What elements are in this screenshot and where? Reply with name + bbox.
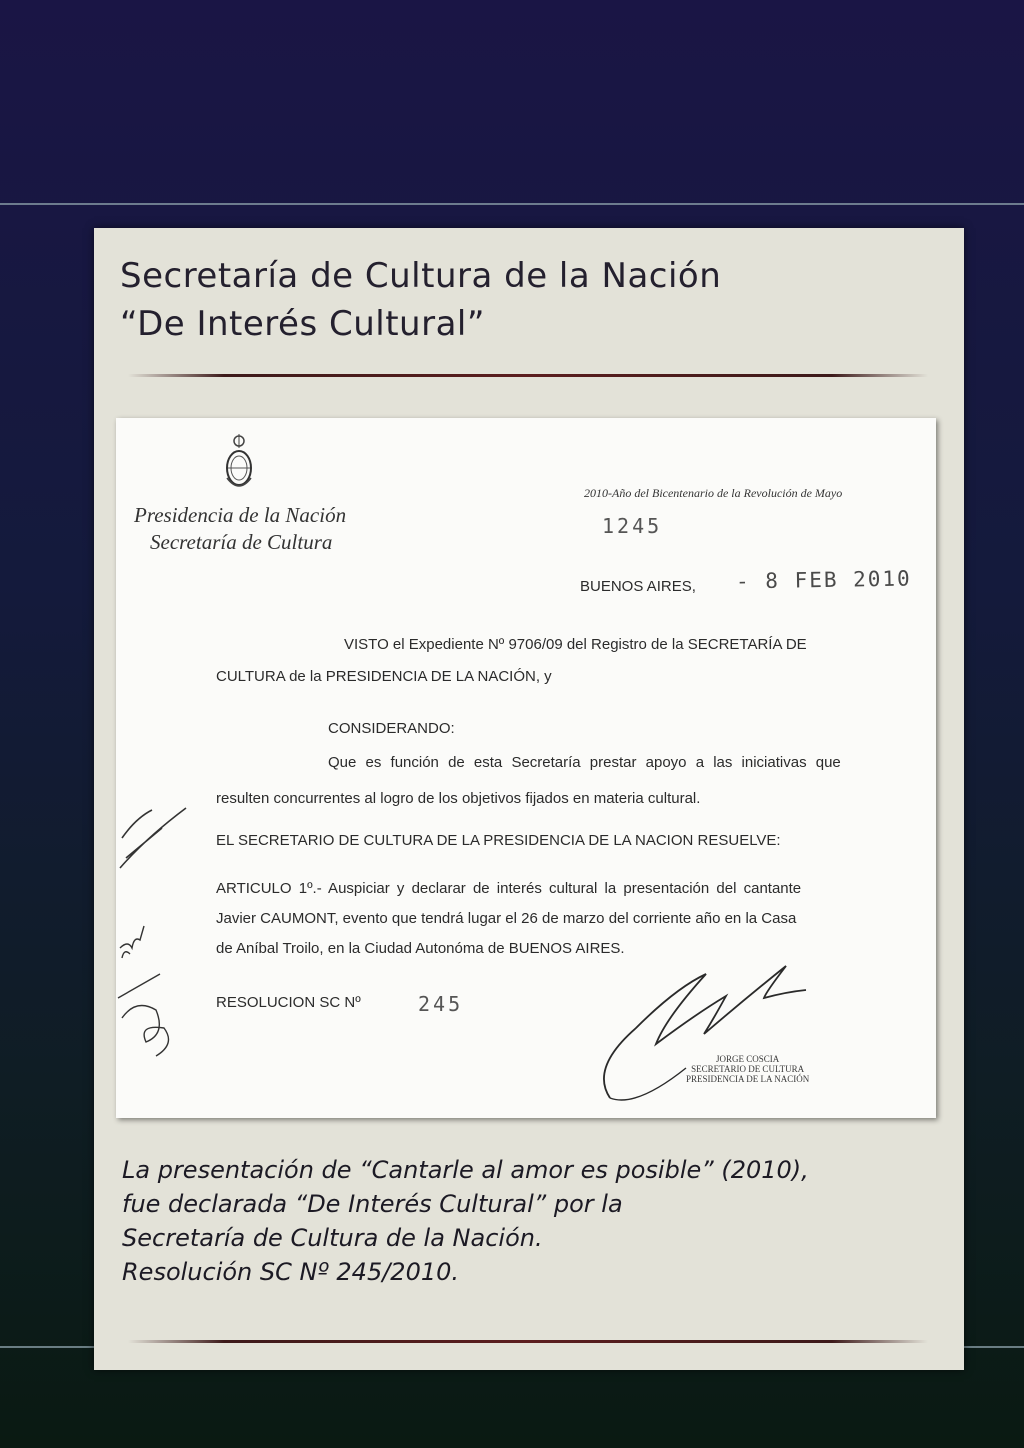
considerando-heading: CONSIDERANDO: <box>328 720 455 737</box>
articulo-line-2: Javier CAUMONT, evento que tendrá lugar el 26 de marzo del corriente año en la Casa <box>216 910 797 927</box>
resolucion-label: RESOLUCION SC Nº <box>216 994 361 1011</box>
title-rule <box>128 374 928 377</box>
date-stamp: - 8 FEB 2010 <box>735 566 912 594</box>
resuelve-line: EL SECRETARIO DE CULTURA DE LA PRESIDENCIA DE LA NACION RESUELVE: <box>216 832 781 849</box>
scanned-resolution-document <box>116 418 936 1118</box>
visto-line-2: CULTURA de la PRESIDENCIA DE LA NACIÓN, y <box>216 668 552 685</box>
signatory-title-2: PRESIDENCIA DE LA NACIÓN <box>686 1074 810 1084</box>
caption-line: fue declarada “De Interés Cultural” por la <box>122 1190 623 1218</box>
articulo-line-3: de Aníbal Troilo, en la Ciudad Autonóma de BUENOS AIRES. <box>216 940 625 957</box>
content-panel <box>94 228 964 1370</box>
visto-line-1: VISTO el Expediente Nº 9706/09 del Registro de la SECRETARÍA DE <box>344 636 807 653</box>
page-title <box>120 252 721 348</box>
considerando-line-2: resulten concurrentes al logro de los objetivos fijados en materia cultural. <box>216 790 701 807</box>
issuing-organization <box>134 502 346 556</box>
title-line-1: Secretaría de Cultura de la Nación <box>120 256 722 296</box>
caption-line: Secretaría de Cultura de la Nación. <box>122 1224 543 1252</box>
coat-of-arms-icon <box>224 432 254 496</box>
margin-handwritten-marks-icon <box>116 798 206 1098</box>
resolution-number-stamp: 1245 <box>602 514 663 538</box>
caption-line: La presentación de “Cantarle al amor es posible” (2010), <box>122 1156 809 1184</box>
document-caption <box>122 1153 809 1289</box>
resolucion-number-stamp: 245 <box>418 992 464 1016</box>
signature-icon <box>596 958 816 1108</box>
caption-line: Resolución SC Nº 245/2010. <box>122 1258 460 1286</box>
articulo-line-1: ARTICULO 1º.- Auspiciar y declarar de interés cultural la presentación del cantante <box>216 880 802 897</box>
top-divider-line <box>0 203 1024 205</box>
year-motto: 2010-Año del Bicentenario de la Revolución de Mayo <box>584 486 843 500</box>
signatory-name: JORGE COSCIA <box>716 1054 780 1064</box>
considerando-line-1: Que es función de esta Secretaría prestar apoyo a las iniciativas que <box>328 754 841 771</box>
place-label: BUENOS AIRES, <box>580 578 696 595</box>
title-line-2: “De Interés Cultural” <box>120 304 485 344</box>
signatory-title-1: SECRETARIO DE CULTURA <box>691 1064 805 1074</box>
footer-rule <box>128 1340 928 1343</box>
signatory-block <box>686 1054 809 1084</box>
org-line-1: Presidencia de la Nación <box>134 503 347 527</box>
org-line-2: Secretaría de Cultura <box>150 530 333 554</box>
